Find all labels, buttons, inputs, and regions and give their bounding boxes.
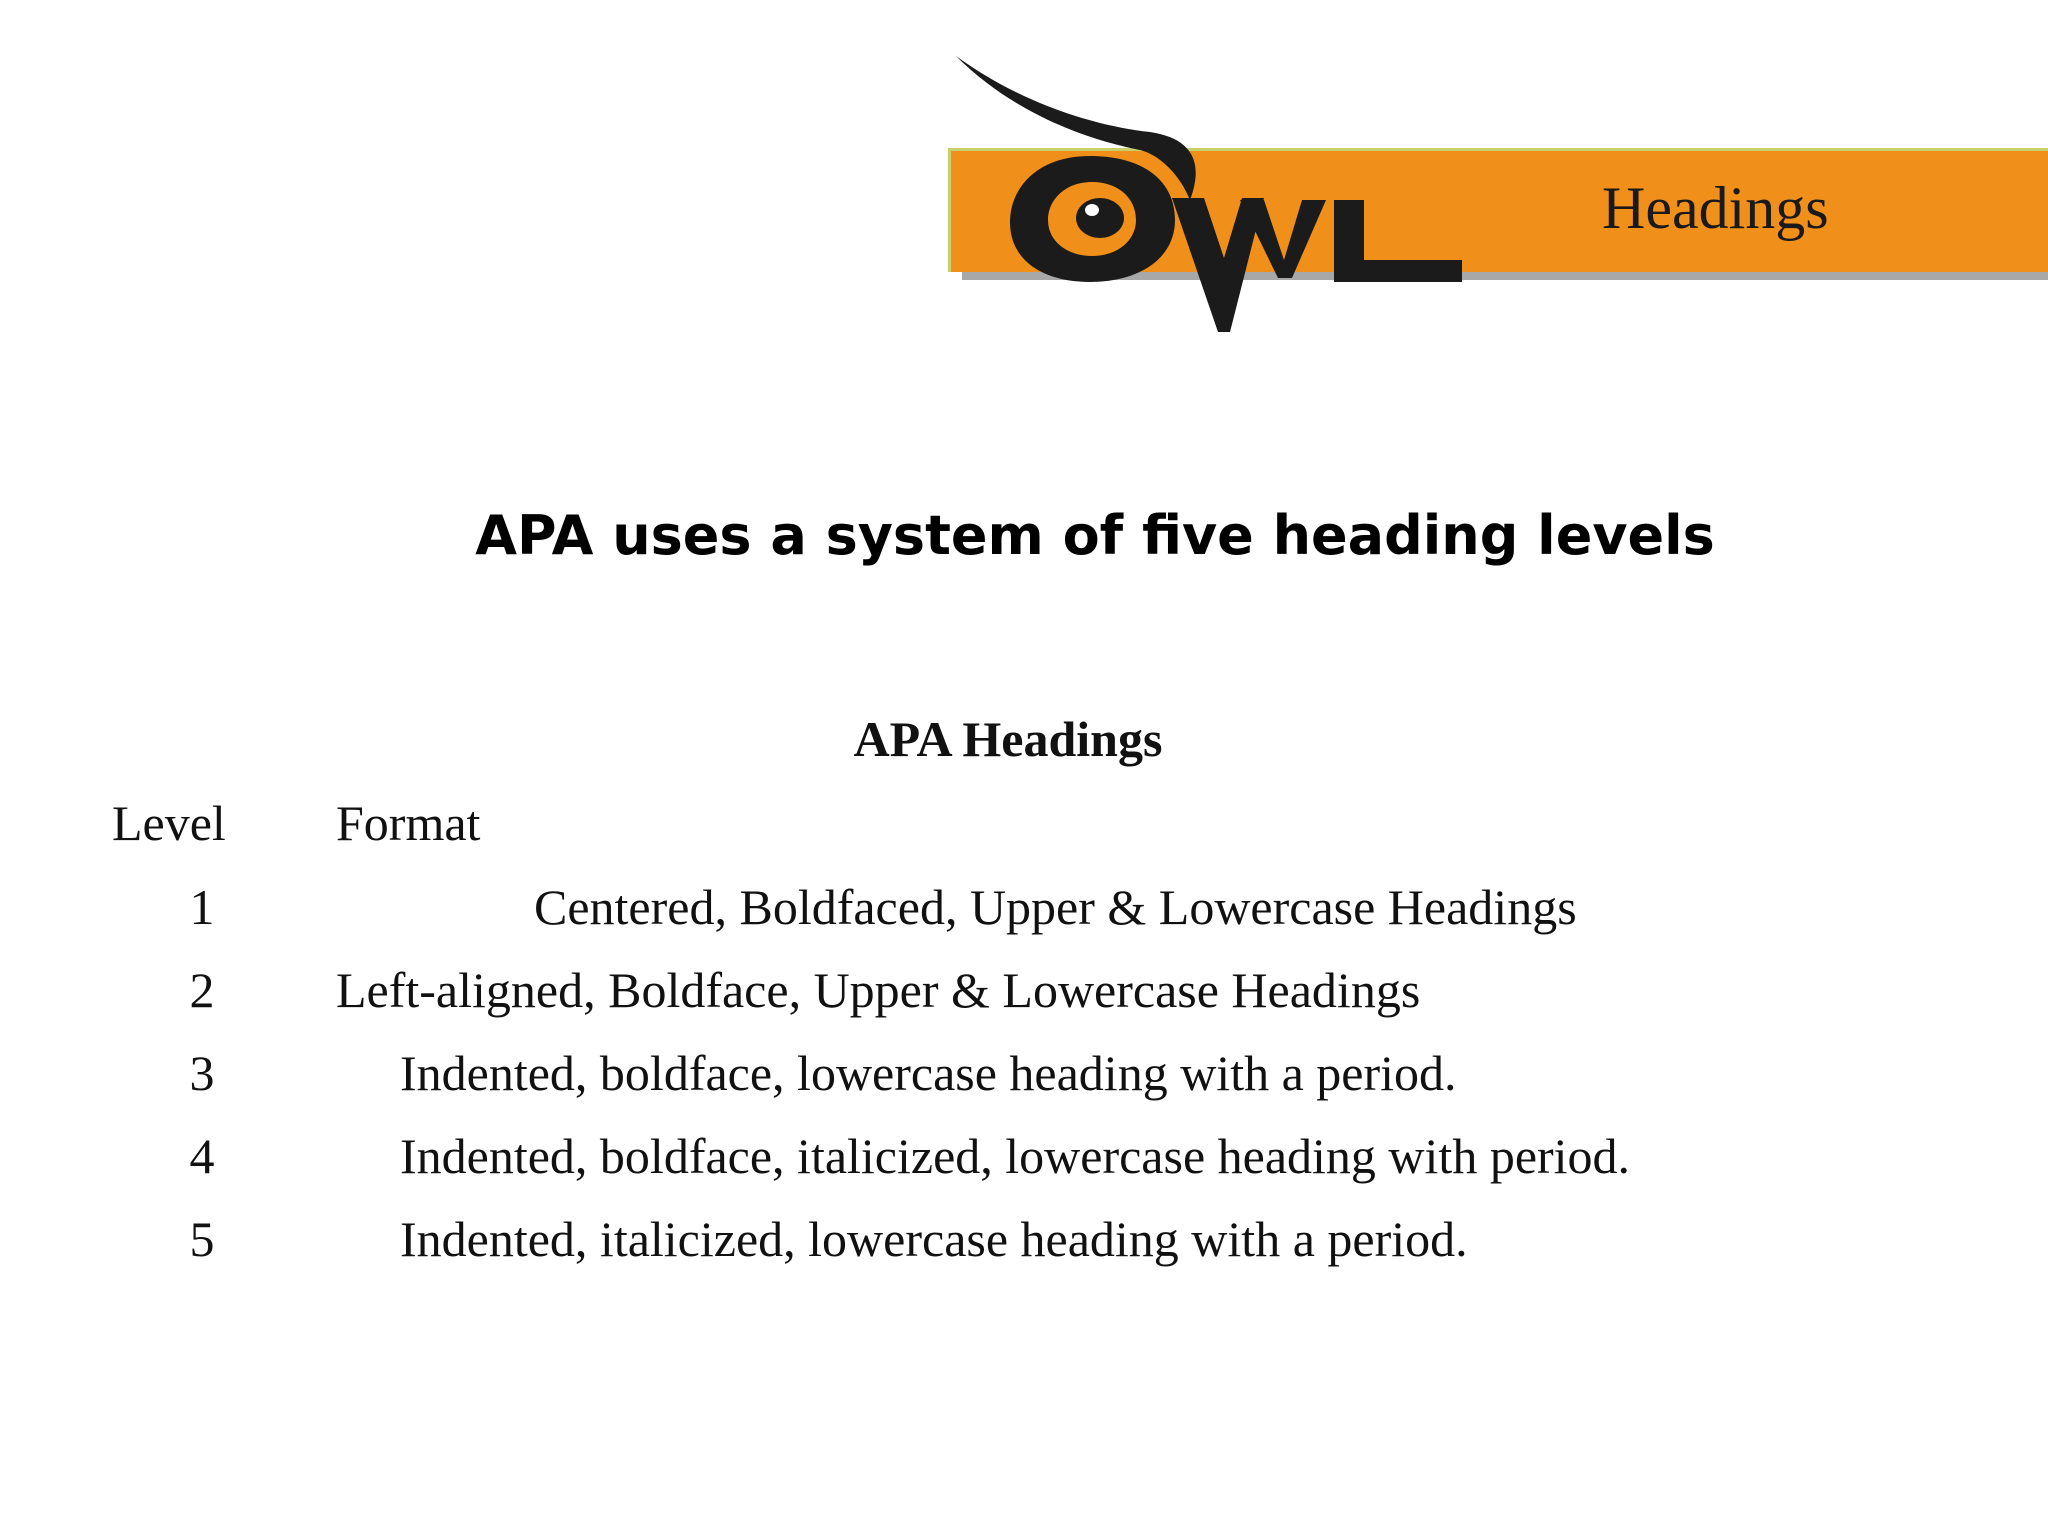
row-format: Indented, boldface, lowercase heading with a period. <box>400 1045 1457 1101</box>
slide-title: APA uses a system of five heading levels <box>475 504 1715 567</box>
row-level: 3 <box>189 1045 215 1101</box>
banner-title: Headings <box>1602 175 1829 241</box>
row-format: Indented, boldface, italicized, lowercase heading with period. <box>400 1128 1631 1184</box>
table-row <box>0 1212 2048 1282</box>
row-level: 2 <box>189 962 215 1018</box>
row-level: 4 <box>189 1128 215 1184</box>
table-caption: APA Headings <box>853 711 1163 767</box>
column-header-format: Format <box>336 795 481 851</box>
row-format: Indented, italicized, lowercase heading with a period. <box>400 1211 1468 1267</box>
table-row <box>0 1129 2048 1199</box>
row-level: 1 <box>189 879 215 935</box>
row-format: Left-aligned, Boldface, Upper & Lowercase Headings <box>336 962 1421 1018</box>
row-level: 5 <box>189 1211 215 1267</box>
column-header-level: Level <box>112 795 226 851</box>
row-format: Centered, Boldfaced, Upper & Lowercase Headings <box>534 879 1577 935</box>
table-row <box>0 880 2048 950</box>
owl-logo-icon <box>940 50 1480 340</box>
table-row <box>0 963 2048 1033</box>
table-row <box>0 1046 2048 1116</box>
